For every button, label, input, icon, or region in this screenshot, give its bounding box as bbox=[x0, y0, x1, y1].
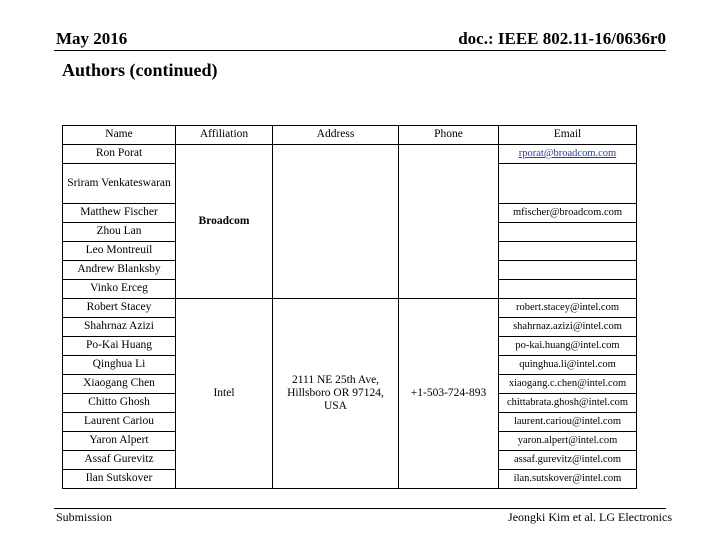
author-email: robert.stacey@intel.com bbox=[499, 299, 637, 318]
author-name: Matthew Fischer bbox=[63, 204, 176, 223]
address-intel: 2111 NE 25th Ave, Hillsboro OR 97124, USA bbox=[273, 299, 399, 489]
author-email bbox=[499, 242, 637, 261]
email-link[interactable]: rporat@broadcom.com bbox=[518, 147, 617, 159]
author-email bbox=[499, 261, 637, 280]
author-name: Ron Porat bbox=[63, 145, 176, 164]
author-email: laurent.cariou@intel.com bbox=[499, 413, 637, 432]
author-email bbox=[499, 280, 637, 299]
author-name: Yaron Alpert bbox=[63, 432, 176, 451]
author-email: shahrnaz.azizi@intel.com bbox=[499, 318, 637, 337]
authors-table bbox=[62, 125, 637, 489]
author-name: Chitto Ghosh bbox=[63, 394, 176, 413]
author-name: Vinko Erceg bbox=[63, 280, 176, 299]
address-broadcom bbox=[273, 145, 399, 299]
column-header-address: Address bbox=[273, 126, 399, 145]
author-name: Xiaogang Chen bbox=[63, 375, 176, 394]
column-header-phone: Phone bbox=[399, 126, 499, 145]
author-email: po-kai.huang@intel.com bbox=[499, 337, 637, 356]
author-name: Robert Stacey bbox=[63, 299, 176, 318]
table-row bbox=[63, 145, 637, 164]
author-name: Assaf Gurevitz bbox=[63, 451, 176, 470]
header-divider bbox=[54, 50, 666, 51]
author-email bbox=[499, 223, 637, 242]
header-doc-id: doc.: IEEE 802.11-16/0636r0 bbox=[458, 29, 666, 48]
table-header-row bbox=[63, 126, 637, 145]
column-header-email: Email bbox=[499, 126, 637, 145]
header-date: May 2016 bbox=[56, 29, 128, 48]
author-name: Andrew Blanksby bbox=[63, 261, 176, 280]
author-name: Laurent Cariou bbox=[63, 413, 176, 432]
affiliation-intel: Intel bbox=[176, 299, 273, 489]
author-email: yaron.alpert@intel.com bbox=[499, 432, 637, 451]
author-email: ilan.sutskover@intel.com bbox=[499, 470, 637, 489]
author-email: mfischer@broadcom.com bbox=[499, 204, 637, 223]
author-name: Zhou Lan bbox=[63, 223, 176, 242]
author-email: chittabrata.ghosh@intel.com bbox=[499, 394, 637, 413]
author-email[interactable] bbox=[499, 145, 637, 164]
author-email: assaf.gurevitz@intel.com bbox=[499, 451, 637, 470]
author-name: Ilan Sutskover bbox=[63, 470, 176, 489]
phone-broadcom bbox=[399, 145, 499, 299]
slide-title: Authors (continued) bbox=[62, 60, 218, 80]
affiliation-broadcom: Broadcom bbox=[176, 145, 273, 299]
author-email: xiaogang.c.chen@intel.com bbox=[499, 375, 637, 394]
author-name: Sriram Venkateswaran bbox=[63, 164, 176, 204]
column-header-affiliation: Affiliation bbox=[176, 126, 273, 145]
footer-divider bbox=[54, 508, 666, 509]
table-row bbox=[63, 299, 637, 318]
author-name: Po-Kai Huang bbox=[63, 337, 176, 356]
author-name: Qinghua Li bbox=[63, 356, 176, 375]
author-name: Shahrnaz Azizi bbox=[63, 318, 176, 337]
footer-submission: Submission bbox=[56, 510, 113, 524]
footer-authors: Jeongki Kim et al. LG Electronics bbox=[508, 510, 672, 524]
author-email bbox=[499, 164, 637, 204]
phone-intel: +1-503-724-893 bbox=[399, 299, 499, 489]
author-email: quinghua.li@intel.com bbox=[499, 356, 637, 375]
column-header-name: Name bbox=[63, 126, 176, 145]
author-name: Leo Montreuil bbox=[63, 242, 176, 261]
